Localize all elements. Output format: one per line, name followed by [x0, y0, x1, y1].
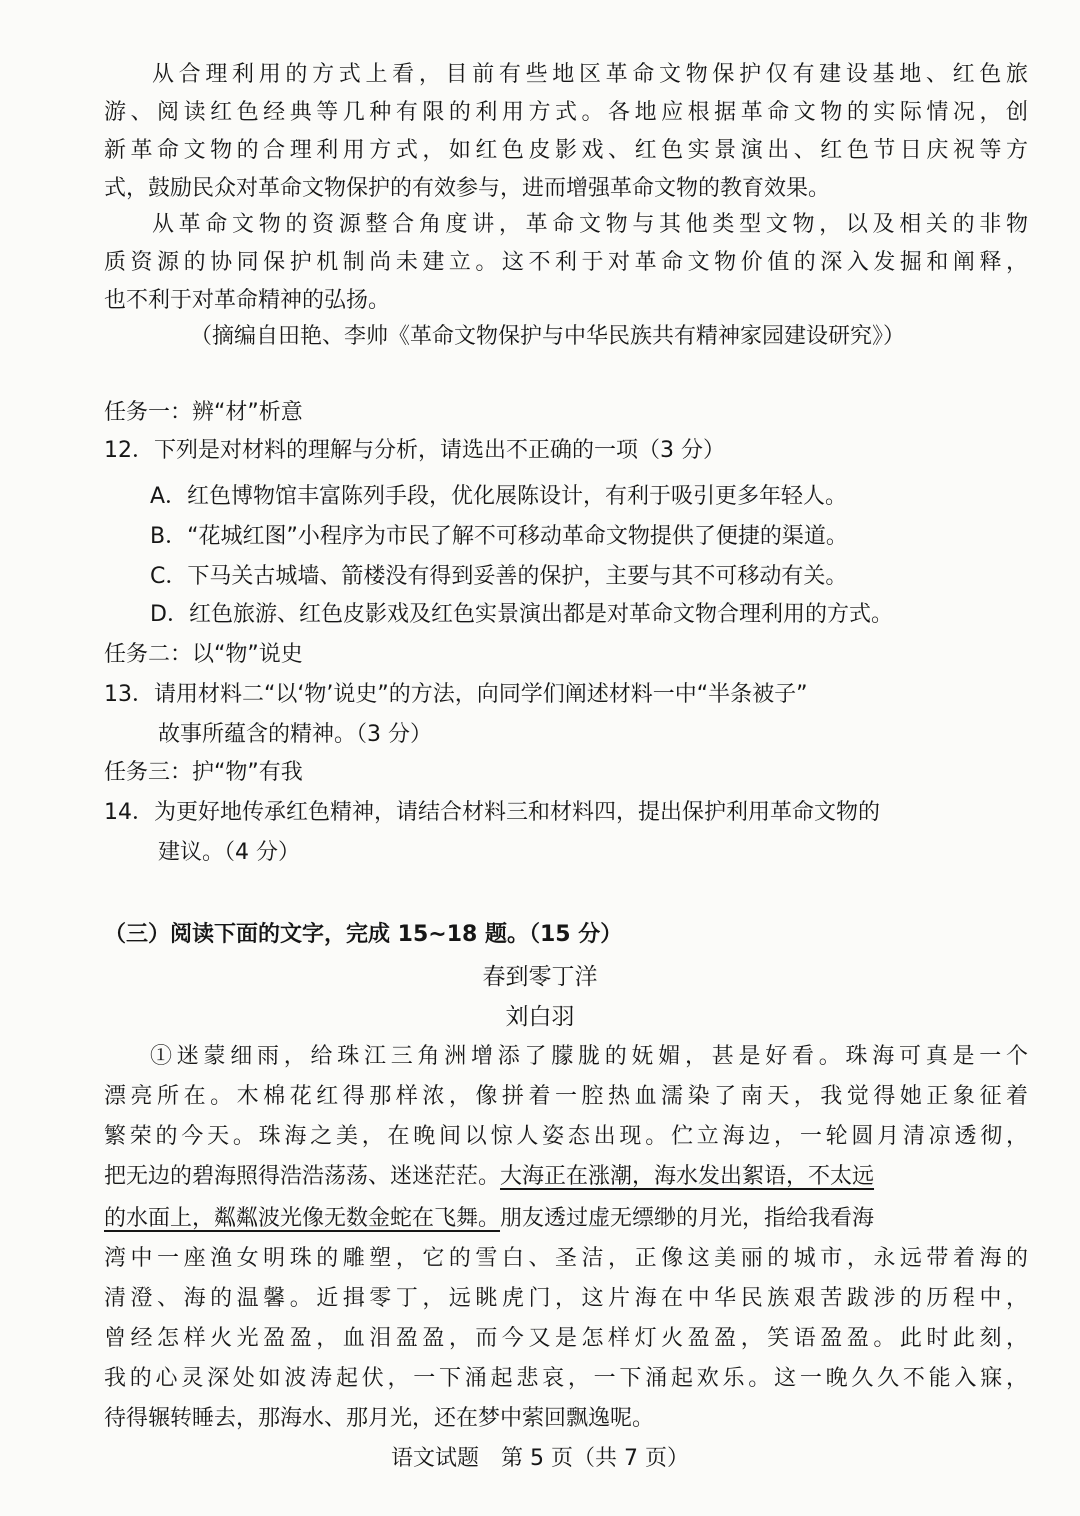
para1-line2: 游、阅读红色经典等几种有限的利用方式。各地应根据革命文物的实际情况，创 — [104, 100, 1028, 125]
para2-line1: 从革命文物的资源整合角度讲，革命文物与其他类型文物，以及相关的非物 — [152, 212, 1028, 237]
section3-heading: （三）阅读下面的文字，完成 15~18 题。（15 分） — [104, 922, 623, 947]
essay-line1: ①迷蒙细雨，给珠江三角洲增添了朦胧的妩媚，甚是好看。珠海可真是一个 — [150, 1044, 1028, 1069]
essay-author: 刘白羽 — [505, 1004, 575, 1030]
emph-char-zheng: 正 — [528, 436, 550, 466]
para1-line4: 式，鼓励民众对革命文物保护的有效参与，进而增强革命文物的教育效果。 — [104, 176, 831, 201]
essay-line3: 繁荣的今天。珠海之美，在晚间以惊人姿态出现。伫立海边，一轮圆月清凉透彻， — [104, 1124, 1028, 1149]
essay-line8: 曾经怎样火光盈盈，血泪盈盈，而今又是怎样灯火盈盈，笑语盈盈。此时此刻， — [104, 1326, 1028, 1351]
essay-line5-rest: 朋友透过虚无缥缈的月光，指给我看海 — [500, 1206, 875, 1231]
essay-line10: 待得辗转睡去，那海水、那月光，还在梦中萦回飘逸呢。 — [104, 1406, 655, 1431]
q12-option-c: C．下马关古城墙、箭楼没有得到妥善的保护，主要与其不可移动有关。 — [150, 564, 848, 589]
q14-line2: 建议。（4 分） — [158, 840, 300, 865]
essay-line4 — [104, 1162, 1028, 1192]
task1-title: 任务一：辨“材”析意 — [104, 400, 303, 425]
emph-char-que: 确 — [550, 436, 572, 466]
underlined-sentence-part2: 的水面上，粼粼波光像无数金蛇在飞舞。 — [104, 1206, 501, 1231]
emph-char-bu: 不 — [506, 436, 528, 466]
essay-line9: 我的心灵深处如波涛起伏，一下涌起悲哀，一下涌起欢乐。这一晚久久不能入寐， — [104, 1366, 1028, 1391]
q12-option-a: A．红色博物馆丰富陈列手段，优化展陈设计，有利于吸引更多年轻人。 — [150, 484, 848, 509]
para2-line2: 质资源的协同保护机制尚未建立。这不利于对革命文物价值的深入发掘和阐释， — [104, 250, 1028, 275]
essay-line2: 漂亮所在。木棉花红得那样浓，像拼着一腔热血濡染了南天，我觉得她正象征着 — [104, 1084, 1028, 1109]
q13-line2: 故事所蕴含的精神。（3 分） — [158, 722, 432, 747]
q12-option-b: B．“花城红图”小程序为市民了解不可移动革命文物提供了便捷的渠道。 — [150, 524, 848, 549]
page-footer: 语文试题 第 5 页（共 7 页） — [391, 1446, 689, 1471]
task3-title: 任务三：护“物”有我 — [104, 760, 303, 785]
q12-stem-before: 12．下列是对材料的理解与分析，请选出 — [104, 438, 506, 463]
underlined-sentence-part1: 大海正在涨潮，海水发出絮语，不太远 — [500, 1164, 875, 1189]
para1-line1: 从合理利用的方式上看，目前有些地区革命文物保护仅有建设基地、红色旅 — [152, 62, 1028, 87]
q12-stem — [104, 436, 1028, 466]
source-citation: （摘编自田艳、李帅《革命文物保护与中华民族共有精神家园建设研究》） — [190, 324, 906, 349]
q13-line1: 13．请用材料二“以‘物’说史”的方法，向同学们阐述材料一中“半条被子” — [104, 682, 808, 707]
essay-line5 — [104, 1204, 1028, 1234]
para2-line3: 也不利于对革命精神的弘扬。 — [104, 288, 391, 313]
task2-title: 任务二：以“物”说史 — [104, 642, 303, 667]
essay-line7: 清澄、海的温馨。近揖零丁，远眺虎门，这片海在中华民族艰苦跋涉的历程中， — [104, 1286, 1028, 1311]
para1-line3: 新革命文物的合理利用方式，如红色皮影戏、红色实景演出、红色节日庆祝等方 — [104, 138, 1028, 163]
q12-stem-after: 的一项（3 分） — [572, 438, 726, 463]
q14-line1: 14．为更好地传承红色精神，请结合材料三和材料四，提出保护利用革命文物的 — [104, 800, 880, 825]
essay-line4-text: 把无边的碧海照得浩浩荡荡、迷迷茫茫。 — [104, 1164, 501, 1189]
q12-option-d: D．红色旅游、红色皮影戏及红色实景演出都是对革命文物合理利用的方式。 — [150, 602, 893, 627]
essay-line6: 湾中一座渔女明珠的雕塑，它的雪白、圣洁，正像这美丽的城市，永远带着海的 — [104, 1246, 1028, 1271]
essay-title: 春到零丁洋 — [482, 964, 598, 990]
